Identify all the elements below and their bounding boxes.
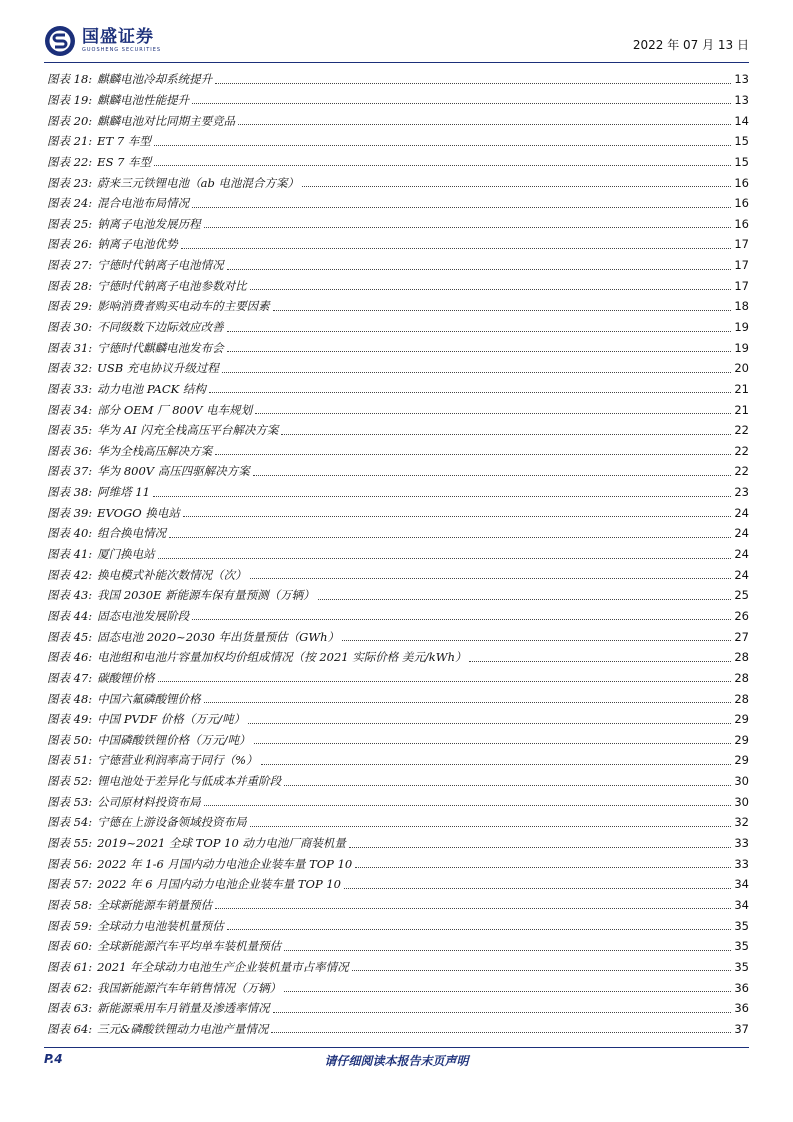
- toc-entry-page: 19: [734, 340, 749, 355]
- toc-entry-title: 我国新能源汽车年销售情况（万辆）: [97, 980, 282, 995]
- toc-leader-dots: [318, 599, 732, 600]
- toc-leader-dots: [227, 331, 732, 332]
- toc-leader-dots: [154, 165, 731, 166]
- toc-entry[interactable]: [47, 812, 749, 833]
- toc-entry-page: 17: [734, 258, 749, 273]
- toc-entry[interactable]: [47, 317, 749, 338]
- toc-leader-dots: [355, 867, 731, 868]
- toc-entry-title: 全球新能源车销量预估: [97, 897, 213, 912]
- toc-entry-label: 图表 54:: [47, 815, 93, 830]
- toc-entry-label: 图表 26:: [47, 237, 93, 252]
- toc-entry-page: 29: [734, 753, 749, 768]
- toc-entry[interactable]: [47, 461, 749, 482]
- toc-entry-label: 图表 27:: [47, 258, 93, 273]
- toc-entry-label: 图表 52:: [47, 774, 93, 789]
- toc-entry-page: 28: [734, 691, 749, 706]
- toc-entry-title: 固态电池发展阶段: [97, 608, 190, 623]
- toc-entry[interactable]: [47, 420, 749, 441]
- toc-entry[interactable]: [47, 998, 749, 1019]
- toc-entry[interactable]: [47, 957, 749, 978]
- toc-entry[interactable]: [47, 358, 749, 379]
- toc-entry[interactable]: [47, 977, 749, 998]
- toc-entry-title: 宁德时代麒麟电池发布会: [97, 340, 224, 355]
- toc-entry-page: 30: [734, 794, 749, 809]
- toc-leader-dots: [250, 578, 732, 579]
- logo-cn-text: 国盛证券: [82, 27, 154, 47]
- toc-leader-dots: [281, 434, 731, 435]
- toc-entry-label: 图表 55:: [47, 836, 93, 851]
- toc-entry-label: 图表 63:: [47, 1001, 93, 1016]
- toc-entry[interactable]: [47, 131, 749, 152]
- logo-en-text: GUOSHENG SECURITIES: [82, 47, 162, 53]
- toc-entry-page: 36: [734, 1001, 749, 1016]
- toc-entry[interactable]: [47, 833, 749, 854]
- toc-entry-label: 图表 23:: [47, 175, 93, 190]
- company-logo: [44, 24, 161, 58]
- footer-page-number: P.4: [44, 1052, 63, 1066]
- toc-entry-page: 24: [734, 526, 749, 541]
- toc-entry-label: 图表 32:: [47, 361, 93, 376]
- toc-entry-label: 图表 44:: [47, 608, 93, 623]
- toc-entry[interactable]: [47, 750, 749, 771]
- toc-entry-title: 阿维塔 11: [97, 485, 150, 500]
- toc-entry-title: 钠离子电池发展历程: [97, 216, 201, 231]
- toc-entry-label: 图表 62:: [47, 980, 93, 995]
- toc-entry-title: 2022 年 6 月国内动力电池企业装车量 TOP 10: [97, 877, 342, 892]
- toc-entry-page: 35: [734, 959, 749, 974]
- toc-entry[interactable]: [47, 193, 749, 214]
- toc-entry-title: 宁德在上游设备领域投资布局: [97, 815, 247, 830]
- toc-entry-page: 15: [734, 134, 749, 149]
- toc-entry[interactable]: [47, 172, 749, 193]
- toc-entry-label: 图表 33:: [47, 381, 93, 396]
- toc-leader-dots: [204, 702, 732, 703]
- toc-entry-page: 28: [734, 650, 749, 665]
- toc-entry-page: 28: [734, 670, 749, 685]
- toc-leader-dots: [204, 805, 732, 806]
- toc-entry-title: 麒麟电池对比同期主要竞品: [97, 113, 236, 128]
- toc-entry-title: 不同级数下边际效应改善: [97, 320, 224, 334]
- toc-entry-label: 图表 25:: [47, 216, 93, 231]
- toc-leader-dots: [248, 723, 731, 724]
- toc-entry-label: 图表 42:: [47, 567, 93, 582]
- toc-entry-page: 15: [734, 154, 749, 169]
- figure-list: [47, 69, 749, 1039]
- toc-entry-title: 2022 年 1-6 月国内动力电池企业装车量 TOP 10: [97, 856, 353, 871]
- toc-entry-title: 固态电池 2020~2030 年出货量预估（GWh）: [97, 629, 340, 644]
- toc-leader-dots: [158, 681, 732, 682]
- toc-entry-label: 图表 19:: [47, 92, 93, 107]
- toc-leader-dots: [261, 764, 732, 765]
- toc-entry[interactable]: [47, 853, 749, 874]
- toc-entry-page: 33: [734, 836, 749, 851]
- toc-entry-title: 宁德时代钠离子电池参数对比: [97, 278, 247, 293]
- toc-entry-title: 新能源乘用车月销量及渗透率情况: [97, 1001, 270, 1016]
- toc-entry[interactable]: [47, 771, 749, 792]
- toc-entry[interactable]: [47, 895, 749, 916]
- toc-entry-page: 22: [734, 464, 749, 479]
- toc-entry-title: 蔚来三元铁锂电池（ab 电池混合方案）: [97, 175, 300, 190]
- toc-entry-title: 三元&磷酸铁锂动力电池产量情况: [97, 1021, 269, 1036]
- toc-leader-dots: [192, 619, 731, 620]
- toc-entry-page: 24: [734, 505, 749, 520]
- toc-entry-page: 35: [734, 939, 749, 954]
- toc-entry[interactable]: [47, 668, 749, 689]
- toc-leader-dots: [204, 227, 732, 228]
- toc-entry-title: 厦门换电站: [97, 547, 155, 562]
- toc-leader-dots: [209, 392, 731, 393]
- toc-entry-label: 图表 56:: [47, 856, 93, 871]
- toc-entry-page: 14: [734, 113, 749, 128]
- toc-leader-dots: [349, 847, 731, 848]
- toc-entry-title: 换电模式补能次数情况（次）: [97, 567, 247, 582]
- toc-entry-label: 图表 43:: [47, 588, 93, 603]
- toc-entry[interactable]: [47, 523, 749, 544]
- toc-leader-dots: [215, 83, 731, 84]
- toc-entry-title: ET 7 车型: [97, 134, 151, 149]
- toc-entry-title: 麒麟电池性能提升: [97, 92, 190, 107]
- toc-entry-label: 图表 58:: [47, 897, 93, 912]
- toc-entry-label: 图表 49:: [47, 712, 93, 727]
- footer-disclaimer: 请仔细阅读本报告末页声明: [324, 1054, 469, 1068]
- toc-entry-label: 图表 60:: [47, 939, 93, 954]
- toc-entry[interactable]: [47, 730, 749, 751]
- toc-entry-page: 18: [734, 299, 749, 314]
- toc-entry-label: 图表 28:: [47, 278, 93, 293]
- toc-leader-dots: [255, 413, 731, 414]
- toc-leader-dots: [273, 310, 732, 311]
- toc-entry-page: 21: [734, 381, 749, 396]
- toc-entry-label: 图表 39:: [47, 505, 93, 520]
- toc-entry-title: 麒麟电池冷却系统提升: [97, 72, 213, 87]
- toc-entry[interactable]: [47, 441, 749, 462]
- toc-entry-page: 17: [734, 237, 749, 252]
- toc-entry-label: 图表 48:: [47, 691, 93, 706]
- toc-entry-label: 图表 64:: [47, 1021, 93, 1036]
- toc-entry-page: 13: [734, 92, 749, 107]
- toc-entry-title: 宁德时代钠离子电池情况: [97, 258, 224, 273]
- toc-leader-dots: [183, 516, 731, 517]
- toc-entry-label: 图表 53:: [47, 794, 93, 809]
- toc-entry-label: 图表 31:: [47, 340, 93, 355]
- toc-entry-page: 23: [734, 485, 749, 500]
- toc-leader-dots: [192, 103, 731, 104]
- toc-leader-dots: [227, 269, 732, 270]
- toc-entry-label: 图表 20:: [47, 113, 93, 128]
- toc-entry-page: 36: [734, 980, 749, 995]
- toc-entry[interactable]: [47, 296, 749, 317]
- toc-entry[interactable]: [47, 564, 749, 585]
- toc-entry-label: 图表 41:: [47, 547, 93, 562]
- toc-entry-page: 26: [734, 608, 749, 623]
- toc-entry[interactable]: [47, 337, 749, 358]
- toc-entry-title: 全球动力电池装机量预估: [97, 918, 224, 933]
- toc-entry[interactable]: [47, 399, 749, 420]
- toc-leader-dots: [284, 991, 731, 992]
- toc-entry-label: 图表 29:: [47, 299, 93, 314]
- toc-entry-label: 图表 46:: [47, 650, 93, 665]
- toc-entry[interactable]: [47, 255, 749, 276]
- toc-entry-page: 20: [734, 361, 749, 376]
- report-date: 2022 年 07 月 13 日: [632, 38, 749, 52]
- toc-leader-dots: [169, 537, 731, 538]
- toc-entry[interactable]: [47, 482, 749, 503]
- toc-entry-page: 29: [734, 712, 749, 727]
- toc-entry[interactable]: [47, 915, 749, 936]
- header-divider: [44, 62, 749, 63]
- toc-entry-title: 华为 AI 闪充全栈高压平台解决方案: [97, 423, 279, 438]
- toc-entry[interactable]: [47, 69, 749, 90]
- toc-entry-title: 2019~2021 全球 TOP 10 动力电池厂商装机量: [97, 836, 346, 851]
- toc-entry[interactable]: [47, 152, 749, 173]
- toc-entry-title: 钠离子电池优势: [97, 237, 178, 252]
- toc-entry[interactable]: [47, 1018, 749, 1039]
- toc-entry-label: 图表 57:: [47, 877, 93, 892]
- toc-entry-label: 图表 61:: [47, 959, 93, 974]
- toc-leader-dots: [227, 929, 732, 930]
- toc-entry-title: 全球新能源汽车平均单车装机量预估: [97, 939, 282, 954]
- toc-entry[interactable]: [47, 275, 749, 296]
- toc-entry-title: 中国 PVDF 价格（万元/吨）: [97, 712, 246, 727]
- toc-entry-page: 24: [734, 567, 749, 582]
- toc-entry-page: 19: [734, 320, 749, 334]
- guosheng-logo-icon: [44, 25, 76, 57]
- toc-entry-title: 混合电池布局情况: [97, 196, 190, 211]
- toc-entry-label: 图表 59:: [47, 918, 93, 933]
- toc-entry-label: 图表 35:: [47, 423, 93, 438]
- toc-entry[interactable]: [47, 379, 749, 400]
- toc-leader-dots: [222, 372, 732, 373]
- toc-entry-label: 图表 40:: [47, 526, 93, 541]
- toc-entry[interactable]: [47, 585, 749, 606]
- toc-entry-page: 22: [734, 443, 749, 458]
- toc-entry-title: 动力电池 PACK 结构: [97, 381, 206, 396]
- toc-leader-dots: [215, 908, 731, 909]
- toc-entry-page: 16: [734, 216, 749, 231]
- toc-entry-title: 锂电池处于差异化与低成本并重阶段: [97, 774, 282, 789]
- toc-entry-page: 37: [734, 1021, 749, 1036]
- toc-entry[interactable]: [47, 544, 749, 565]
- toc-leader-dots: [253, 475, 732, 476]
- toc-entry-page: 22: [734, 423, 749, 438]
- toc-entry[interactable]: [47, 936, 749, 957]
- toc-entry-title: USB 充电协议升级过程: [97, 361, 219, 376]
- toc-entry[interactable]: [47, 502, 749, 523]
- toc-leader-dots: [154, 145, 731, 146]
- toc-leader-dots: [469, 661, 731, 662]
- toc-leader-dots: [284, 785, 731, 786]
- toc-entry[interactable]: [47, 110, 749, 131]
- toc-entry-label: 图表 37:: [47, 464, 93, 479]
- toc-entry[interactable]: [47, 234, 749, 255]
- toc-leader-dots: [342, 640, 731, 641]
- toc-entry-title: 影响消费者购买电动车的主要因素: [97, 299, 270, 314]
- toc-entry-label: 图表 22:: [47, 154, 93, 169]
- footer-divider: [44, 1047, 749, 1048]
- toc-entry-title: 中国六氟磷酸锂价格: [97, 691, 201, 706]
- toc-entry-title: ES 7 车型: [97, 154, 152, 169]
- toc-entry-label: 图表 34:: [47, 402, 93, 417]
- toc-entry-title: 电池组和电池片容量加权均价组成情况（按 2021 实际价格 美元/kWh）: [97, 650, 467, 665]
- toc-entry-title: 中国磷酸铁锂价格（万元/吨）: [97, 732, 251, 747]
- toc-leader-dots: [254, 743, 732, 744]
- toc-entry-title: 2021 年全球动力电池生产企业装机量市占率情况: [97, 959, 349, 974]
- toc-leader-dots: [153, 496, 731, 497]
- toc-leader-dots: [192, 207, 731, 208]
- toc-entry[interactable]: [47, 90, 749, 111]
- toc-entry-title: 组合换电情况: [97, 526, 167, 541]
- toc-leader-dots: [215, 454, 731, 455]
- toc-entry-title: EVOGO 换电站: [97, 505, 180, 520]
- toc-leader-dots: [273, 1012, 732, 1013]
- toc-entry-label: 图表 30:: [47, 320, 93, 334]
- toc-leader-dots: [158, 558, 732, 559]
- toc-leader-dots: [352, 970, 732, 971]
- toc-entry-title: 碳酸锂价格: [97, 670, 155, 685]
- toc-leader-dots: [250, 826, 732, 827]
- toc-entry-page: 30: [734, 774, 749, 789]
- toc-entry[interactable]: [47, 791, 749, 812]
- toc-entry-page: 34: [734, 877, 749, 892]
- toc-entry-page: 17: [734, 278, 749, 293]
- toc-entry-label: 图表 38:: [47, 485, 93, 500]
- toc-entry-label: 图表 36:: [47, 443, 93, 458]
- toc-entry-page: 29: [734, 732, 749, 747]
- toc-entry-title: 我国 2030E 新能源车保有量预测（万辆）: [97, 588, 315, 603]
- toc-entry-page: 13: [734, 72, 749, 87]
- toc-leader-dots: [238, 124, 731, 125]
- toc-entry[interactable]: [47, 688, 749, 709]
- toc-entry-page: 27: [734, 629, 749, 644]
- toc-entry[interactable]: [47, 709, 749, 730]
- toc-entry-page: 25: [734, 588, 749, 603]
- page-header: [44, 22, 749, 62]
- toc-leader-dots: [344, 888, 731, 889]
- toc-leader-dots: [250, 289, 732, 290]
- toc-entry-title: 华为全栈高压解决方案: [97, 443, 213, 458]
- toc-leader-dots: [181, 248, 732, 249]
- toc-entry-page: 33: [734, 856, 749, 871]
- toc-entry-title: 宁德营业利润率高于同行（%）: [97, 753, 258, 768]
- toc-entry[interactable]: [47, 874, 749, 895]
- toc-leader-dots: [271, 1032, 731, 1033]
- toc-entry-page: 21: [734, 402, 749, 417]
- toc-entry-page: 16: [734, 196, 749, 211]
- toc-leader-dots: [302, 186, 731, 187]
- toc-entry-page: 32: [734, 815, 749, 830]
- toc-entry-page: 16: [734, 175, 749, 190]
- toc-entry[interactable]: [47, 606, 749, 627]
- toc-entry-label: 图表 45:: [47, 629, 93, 644]
- toc-entry[interactable]: [47, 647, 749, 668]
- toc-entry-title: 部分 OEM 厂 800V 电车规划: [97, 402, 253, 417]
- toc-entry[interactable]: [47, 626, 749, 647]
- toc-entry-page: 24: [734, 547, 749, 562]
- toc-entry-label: 图表 24:: [47, 196, 93, 211]
- toc-entry-title: 华为 800V 高压四驱解决方案: [97, 464, 250, 479]
- toc-entry-page: 34: [734, 897, 749, 912]
- toc-entry-label: 图表 21:: [47, 134, 93, 149]
- toc-entry-label: 图表 18:: [47, 72, 93, 87]
- toc-leader-dots: [227, 351, 732, 352]
- toc-entry[interactable]: [47, 213, 749, 234]
- toc-entry-label: 图表 50:: [47, 732, 93, 747]
- toc-entry-label: 图表 47:: [47, 670, 93, 685]
- toc-entry-title: 公司原材料投资布局: [97, 794, 201, 809]
- toc-entry-page: 35: [734, 918, 749, 933]
- toc-entry-label: 图表 51:: [47, 753, 93, 768]
- toc-leader-dots: [284, 950, 731, 951]
